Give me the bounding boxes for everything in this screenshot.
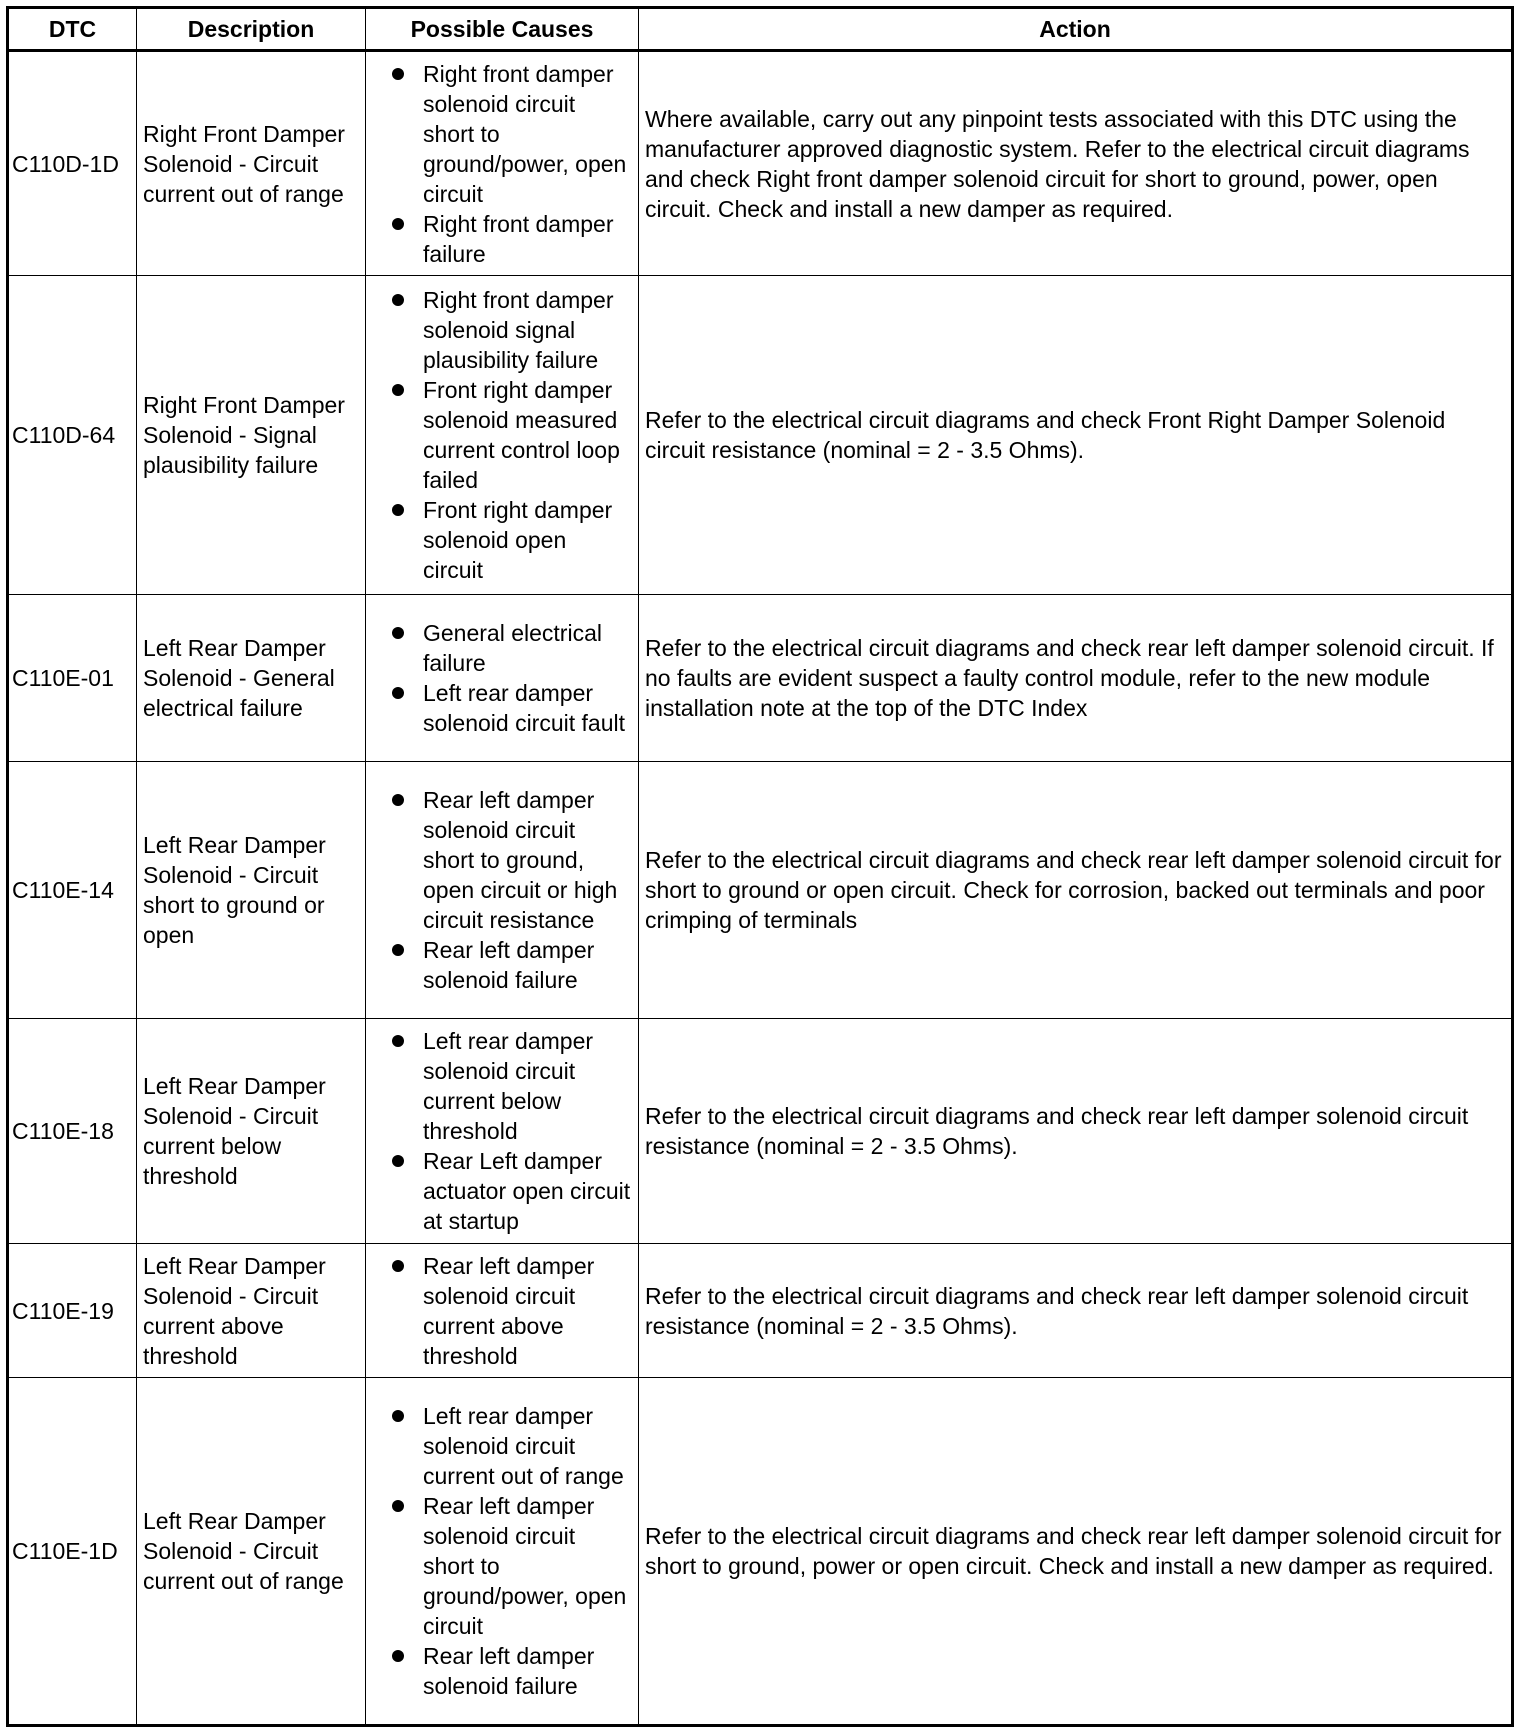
- dtc-code: C110D-1D: [8, 51, 137, 276]
- action: Refer to the electrical circuit diagrams and check rear left damper solenoid circuit. If no faults are evident suspect a faulty control module, refer to the new module installation note at the top of the DTC Index: [639, 595, 1513, 762]
- table-row: [8, 1019, 1513, 1244]
- header-action: Action: [639, 8, 1513, 51]
- causes-list: [372, 618, 632, 738]
- causes-list: [372, 1251, 632, 1371]
- causes-list: [372, 59, 632, 269]
- possible-causes: [366, 1019, 639, 1244]
- dtc-code: C110E-14: [8, 762, 137, 1019]
- causes-list: [372, 285, 632, 585]
- cause-item: Right front damper solenoid signal plausibility failure: [372, 285, 632, 375]
- action: Where available, carry out any pinpoint tests associated with this DTC using the manufacturer approved diagnostic system. Refer to the electrical circuit diagrams and check Right front damper solenoid circuit for short to ground, power, open circuit. Check and install a new damper as required.: [639, 51, 1513, 276]
- table-row: [8, 595, 1513, 762]
- cause-item: Right front damper failure: [372, 209, 632, 269]
- header-description: Description: [137, 8, 366, 51]
- description: Left Rear Damper Solenoid - General electrical failure: [137, 595, 366, 762]
- description: Left Rear Damper Solenoid - Circuit short to ground or open: [137, 762, 366, 1019]
- description: Left Rear Damper Solenoid - Circuit current out of range: [137, 1378, 366, 1726]
- dtc-code: C110E-18: [8, 1019, 137, 1244]
- cause-item: Left rear damper solenoid circuit current out of range: [372, 1401, 632, 1491]
- table-row: [8, 276, 1513, 595]
- possible-causes: [366, 762, 639, 1019]
- cause-item: Rear left damper solenoid circuit current above threshold: [372, 1251, 632, 1371]
- cause-item: General electrical failure: [372, 618, 632, 678]
- action: Refer to the electrical circuit diagrams and check rear left damper solenoid circuit for short to ground, power or open circuit. Check and install a new damper as required.: [639, 1378, 1513, 1726]
- header-causes: Possible Causes: [366, 8, 639, 51]
- possible-causes: [366, 595, 639, 762]
- dtc-code: C110E-1D: [8, 1378, 137, 1726]
- action: Refer to the electrical circuit diagrams and check rear left damper solenoid circuit resistance (nominal = 2 - 3.5 Ohms).: [639, 1244, 1513, 1378]
- action: Refer to the electrical circuit diagrams and check Front Right Damper Solenoid circuit resistance (nominal = 2 - 3.5 Ohms).: [639, 276, 1513, 595]
- cause-item: Rear left damper solenoid failure: [372, 935, 632, 995]
- table-row: [8, 1378, 1513, 1726]
- cause-item: Front right damper solenoid measured current control loop failed: [372, 375, 632, 495]
- cause-item: Front right damper solenoid open circuit: [372, 495, 632, 585]
- header-dtc: DTC: [8, 8, 137, 51]
- header-row: [8, 8, 1513, 51]
- description: Left Rear Damper Solenoid - Circuit current above threshold: [137, 1244, 366, 1378]
- action: Refer to the electrical circuit diagrams and check rear left damper solenoid circuit for short to ground or open circuit. Check for corrosion, backed out terminals and poor crimping of terminals: [639, 762, 1513, 1019]
- possible-causes: [366, 51, 639, 276]
- table-row: [8, 1244, 1513, 1378]
- cause-item: Rear left damper solenoid failure: [372, 1641, 632, 1701]
- cause-item: Right front damper solenoid circuit short to ground/power, open circuit: [372, 59, 632, 209]
- table-row: [8, 51, 1513, 276]
- description: Right Front Damper Solenoid - Circuit current out of range: [137, 51, 366, 276]
- description: Left Rear Damper Solenoid - Circuit current below threshold: [137, 1019, 366, 1244]
- table-row: [8, 762, 1513, 1019]
- dtc-code: C110E-01: [8, 595, 137, 762]
- dtc-table: [6, 6, 1514, 1727]
- description: Right Front Damper Solenoid - Signal plausibility failure: [137, 276, 366, 595]
- possible-causes: [366, 1378, 639, 1726]
- causes-list: [372, 1401, 632, 1701]
- dtc-code: C110D-64: [8, 276, 137, 595]
- cause-item: Rear left damper solenoid circuit short to ground, open circuit or high circuit resistance: [372, 785, 632, 935]
- action: Refer to the electrical circuit diagrams and check rear left damper solenoid circuit resistance (nominal = 2 - 3.5 Ohms).: [639, 1019, 1513, 1244]
- causes-list: [372, 1026, 632, 1236]
- causes-list: [372, 785, 632, 995]
- cause-item: Rear Left damper actuator open circuit at startup: [372, 1146, 632, 1236]
- cause-item: Rear left damper solenoid circuit short to ground/power, open circuit: [372, 1491, 632, 1641]
- cause-item: Left rear damper solenoid circuit current below threshold: [372, 1026, 632, 1146]
- dtc-code: C110E-19: [8, 1244, 137, 1378]
- cause-item: Left rear damper solenoid circuit fault: [372, 678, 632, 738]
- possible-causes: [366, 276, 639, 595]
- possible-causes: [366, 1244, 639, 1378]
